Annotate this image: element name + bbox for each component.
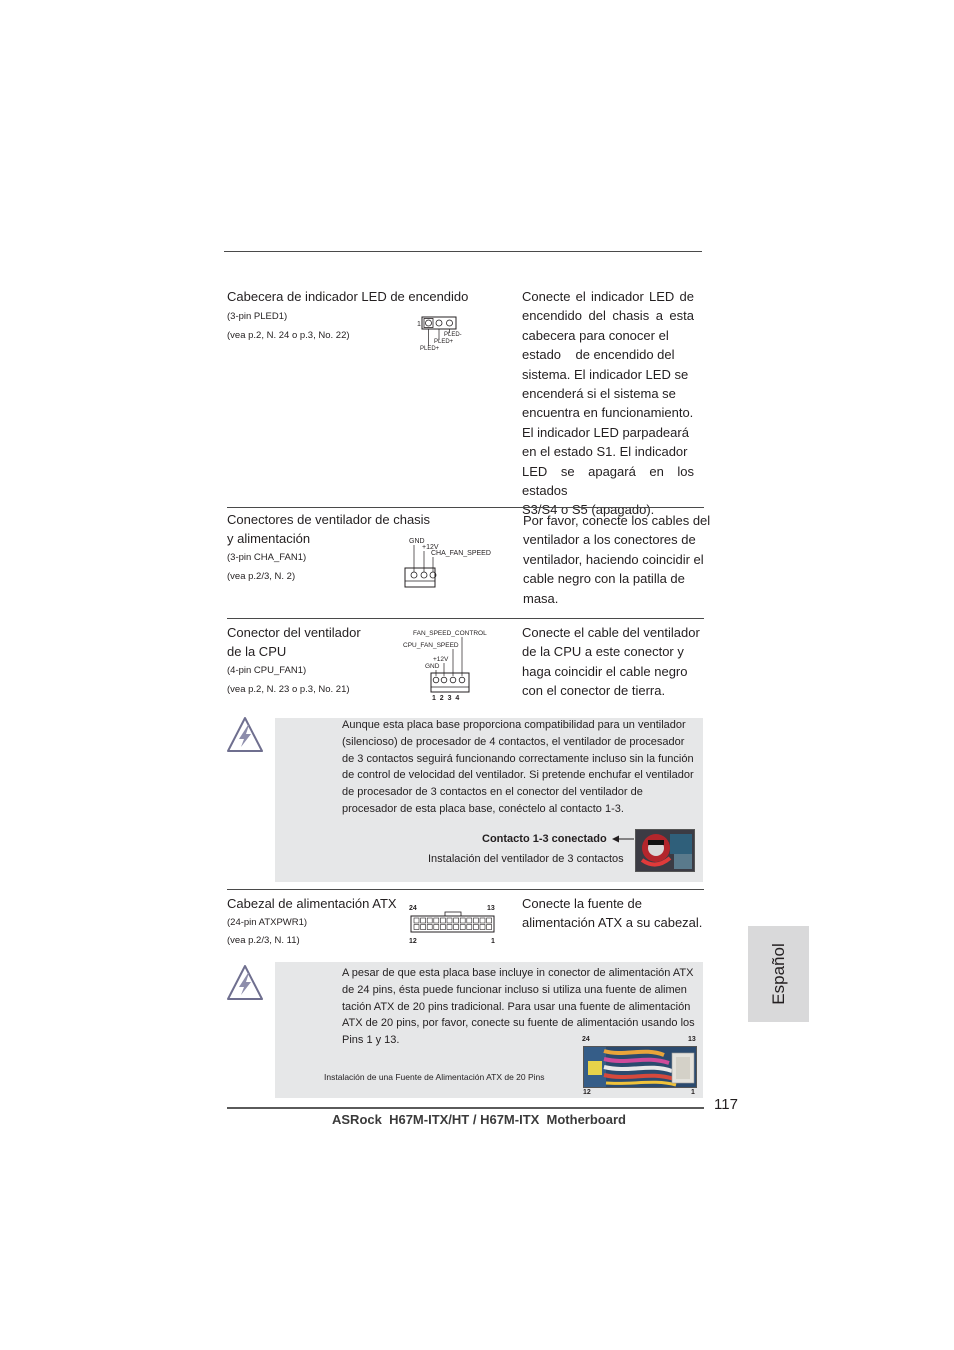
atx-pin-cell xyxy=(460,925,465,930)
pled-ref: (vea p.2, N. 24 o p.3, No. 22) xyxy=(227,330,350,341)
language-tab xyxy=(748,926,809,1022)
cha-fan-description xyxy=(523,511,713,608)
fan-note-line: de procesador de 3 contactos en el conector del ventilador de xyxy=(342,786,643,799)
pled-pin: (3-pin PLED1) xyxy=(227,311,288,322)
cha-fan-12v-label: +12V xyxy=(422,544,439,551)
cha-fan-title-2: y alimentación xyxy=(227,531,311,546)
section-divider xyxy=(227,618,704,619)
cha-fan-header-diagram xyxy=(402,534,494,590)
pled-plus-label-2: PLED+ xyxy=(420,346,440,352)
atx-pin-cell xyxy=(467,925,472,930)
fan-note-line: (silencioso) de procesador de 4 contactos, el ventilador de procesador xyxy=(342,735,685,748)
pled-desc-line: sistema. El indicador LED se xyxy=(522,366,689,382)
atx-pin-cell xyxy=(421,918,426,923)
atx-label-12: 12 xyxy=(409,938,417,945)
pled-desc-line: El indicador LED parpadeará xyxy=(522,424,689,440)
atx-pin: (24-pin ATXPWR1) xyxy=(227,917,308,928)
atx-note-line: Pins 1 y 13. xyxy=(342,1034,400,1047)
pled-title: Cabecera de indicador LED de encendido xyxy=(227,289,469,304)
atx-pin-cell xyxy=(414,918,419,923)
arrow-left-icon xyxy=(612,834,634,844)
language-tab-label: Español xyxy=(768,943,788,1005)
cpu-fan-pin: (4-pin CPU_FAN1) xyxy=(227,665,307,676)
fan-connector-photo xyxy=(635,829,695,872)
atx-pin-cell xyxy=(414,925,419,930)
cha-fan-title-1: Conectores de ventilador de chasis xyxy=(227,512,431,527)
atx-desc-line: alimentación ATX a su cabezal. xyxy=(522,915,703,931)
pled-desc-line: encenderá si el sistema se xyxy=(522,386,676,402)
pled-pin1-label: 1 xyxy=(417,321,421,328)
section-divider xyxy=(227,889,704,890)
atx-pin-cell xyxy=(460,918,465,923)
contact-connected-label: Contacto 1-3 conectado xyxy=(482,833,607,845)
fan-note-text xyxy=(342,717,704,818)
atx-ref: (vea p.2/3, N. 11) xyxy=(227,935,300,946)
atx-pin-cell xyxy=(434,918,439,923)
atx-pin-cell xyxy=(427,918,432,923)
atx-note-line: tación ATX de 20 pins tradicional. Para usar una fuente de alimentación xyxy=(342,1000,691,1013)
cpu-fan-ref: (vea p.2, N. 23 o p.3, No. 21) xyxy=(227,684,350,695)
top-divider xyxy=(224,251,702,252)
section-divider xyxy=(227,507,704,508)
atx-desc-line: Conecte la fuente de xyxy=(522,896,642,911)
pled-desc-line: encendido del chasis a esta xyxy=(522,308,694,324)
pled-desc-line: Conecte el indicador LED de xyxy=(522,289,694,304)
fan-note-line: procesador de esta placa base, conéctelo al contacto 1-3. xyxy=(342,802,624,815)
atx-pin-cell xyxy=(480,925,485,930)
pled-header-diagram xyxy=(414,314,470,354)
cpu-fan-pin-numbers: 1 2 3 4 xyxy=(432,695,460,702)
atx-pin-cell xyxy=(473,918,478,923)
cha-fan-pin: (3-pin CHA_FAN1) xyxy=(227,552,307,563)
pled-desc-line: S3/S4 o S5 (apagado). xyxy=(522,502,655,518)
atx-photo-label-1: 1 xyxy=(691,1089,695,1096)
cpu-fan-description xyxy=(522,623,712,701)
atx-connector-photo xyxy=(583,1046,697,1088)
fan-note-line: Aunque esta placa base proporciona compatibilidad para un ventilador xyxy=(342,719,686,731)
atx-note-text xyxy=(342,965,704,1049)
atx-title: Cabezal de alimentación ATX xyxy=(227,896,397,911)
atx-header-diagram xyxy=(405,900,501,948)
warning-icon xyxy=(225,963,265,1003)
footer-product-name: ASRock H67M-ITX/HT / H67M-ITX Motherboard xyxy=(332,1112,626,1127)
cha-fan-desc-line: cable negro con la patilla de xyxy=(523,571,685,587)
cpu-fan-desc-line: haga coincidir el cable negro xyxy=(522,663,688,679)
fan-install-caption: Instalación del ventilador de 3 contactos xyxy=(428,853,624,865)
atx-pin-cell xyxy=(447,918,452,923)
atx-pin-cell xyxy=(427,925,432,930)
cha-fan-speed-label: CHA_FAN_SPEED xyxy=(431,550,491,557)
pled-minus-label: PLED- xyxy=(444,332,462,338)
atx-note-line: de 24 pins, ésta puede funcionar incluso si utiliza una fuente de alimen xyxy=(342,983,687,996)
atx-pin-cell xyxy=(440,925,445,930)
atx-pin-cell xyxy=(487,925,492,930)
atx-pin-cell xyxy=(421,925,426,930)
pled-description xyxy=(522,287,694,520)
cha-fan-desc-line: Por favor, conecte los cables del xyxy=(523,513,711,528)
atx-label-13: 13 xyxy=(487,905,495,912)
cpu-fan-12v-label: +12V xyxy=(433,656,449,663)
cha-fan-ref: (vea p.2/3, N. 2) xyxy=(227,571,296,582)
page-number: 117 xyxy=(714,1096,738,1113)
fan-note-line: de control de velocidad del ventilador. Si pretende enchufar el ventilador xyxy=(342,769,694,782)
cha-fan-gnd-label: GND xyxy=(409,538,425,545)
atx-pin-cell xyxy=(487,918,492,923)
atx-description xyxy=(522,894,712,933)
pled-desc-line: cabecera para conocer el xyxy=(522,327,669,343)
atx-pin-cell xyxy=(467,918,472,923)
pled-desc-line: estado de encendido del xyxy=(522,347,675,363)
atx-pin-cell xyxy=(454,918,459,923)
cpu-fan-desc-line: con el conector de tierra. xyxy=(522,683,666,699)
atx-pin-cell xyxy=(454,925,459,930)
atx-pin-cell xyxy=(434,925,439,930)
cha-fan-desc-line: ventilador a los conectores de xyxy=(523,532,696,548)
atx-install-caption: Instalación de una Fuente de Alimentación ATX de 20 Pins xyxy=(324,1072,545,1082)
atx-label-24: 24 xyxy=(409,905,417,912)
atx-photo-label-12: 12 xyxy=(583,1089,591,1096)
cpu-fan-title-1: Conector del ventilador xyxy=(227,625,361,640)
atx-note-line: ATX de 20 pins, por favor, conecte su fuente de alimentación usando los xyxy=(342,1017,695,1030)
pled-desc-line: LED se apagará en los estados xyxy=(522,463,694,499)
cpu-fan-title-2: de la CPU xyxy=(227,644,287,659)
cpu-fan-desc-line: de la CPU a este conector y xyxy=(522,644,684,660)
cpu-fan-header-diagram xyxy=(400,626,500,704)
cpu-fan-desc-line: Conecte el cable del ventilador xyxy=(522,625,700,640)
cha-fan-desc-line: masa. xyxy=(523,590,559,606)
atx-pin-cell xyxy=(473,925,478,930)
cpu-fan-speed-label: CPU_FAN_SPEED xyxy=(403,642,459,649)
warning-icon xyxy=(225,715,265,755)
cpu-fan-control-label: FAN_SPEED_CONTROL xyxy=(413,630,487,637)
cpu-fan-gnd-label: GND xyxy=(425,663,440,670)
pled-plus-label-1: PLED+ xyxy=(434,339,454,345)
atx-photo-label-24: 24 xyxy=(582,1036,590,1043)
atx-photo-label-13: 13 xyxy=(688,1036,696,1043)
pled-desc-line: encuentra en funcionamiento. xyxy=(522,405,694,421)
atx-note-line: A pesar de que esta placa base incluye in conector de alimentación ATX xyxy=(342,967,694,979)
atx-pin-cell xyxy=(440,918,445,923)
footer-divider xyxy=(227,1107,704,1109)
atx-pin-cell xyxy=(447,925,452,930)
pled-desc-line: en el estado S1. El indicador xyxy=(522,444,688,460)
atx-label-1: 1 xyxy=(491,938,495,945)
atx-pin-cell xyxy=(480,918,485,923)
cha-fan-desc-line: ventilador, haciendo coincidir el xyxy=(523,551,704,567)
fan-note-line: de 3 contactos seguirá funcionando correctamente incluso sin la función xyxy=(342,752,694,765)
